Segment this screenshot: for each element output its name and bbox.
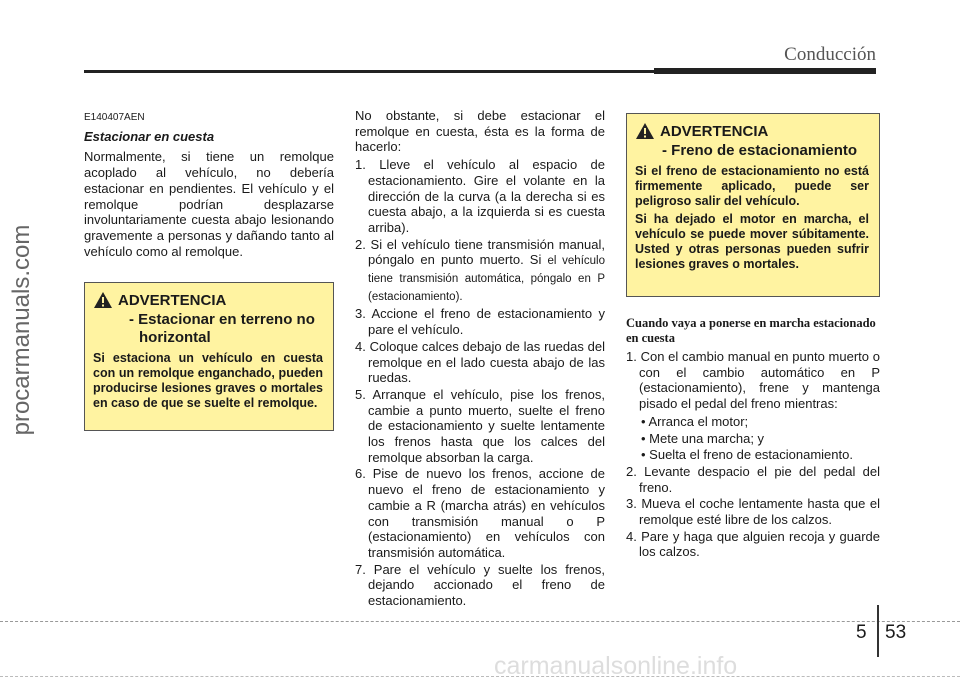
list-item: 3. Accione el freno de estacionamiento y pare el vehículo. xyxy=(355,306,605,338)
side-watermark-text: procarmanuals.com xyxy=(8,224,35,436)
column-2 xyxy=(355,108,605,610)
page-number: 53 xyxy=(885,622,907,643)
section-number: 5 xyxy=(856,622,867,643)
start-steps xyxy=(626,349,880,560)
warning-title: ADVERTENCIA xyxy=(118,291,227,309)
list-item: 7. Pare el vehículo y suelte los frenos, dejando accionado el freno de estacionamiento. xyxy=(355,561,605,609)
bullet-item: • Mete una marcha; y xyxy=(639,431,880,447)
warning-subtitle-line1: - Estacionar en terreno no xyxy=(129,311,315,328)
list-item xyxy=(626,349,880,463)
footer-dashed-rule-bottom xyxy=(0,676,960,677)
step-text: 1. Con el cambio manual en punto muerto o con el cambio automático en P (estacionamiento), frene y mantenga pisado el pedal del freno mientras: xyxy=(626,349,880,412)
intro-paragraph: No obstante, si debe estacionar el remolque en cuesta, ésta es la forma de hacerlo: xyxy=(355,108,605,155)
page-number-separator xyxy=(877,605,879,657)
list-item: 1. Lleve el vehículo al espacio de estacionamiento. Gire el volante en la dirección de la curva (a la derecha si es cuesta abajo, a la izquierda si es cuesta arriba). xyxy=(355,157,605,235)
warning-subtitle-line2: horizontal xyxy=(139,329,211,346)
list-item: 4. Coloque calces debajo de las ruedas del remolque en el lado cuesta abajo de las ruedas. xyxy=(355,338,605,386)
footer-dashed-rule xyxy=(0,621,960,622)
page-header-title: Conducción xyxy=(784,44,876,65)
warning-box-slope xyxy=(84,282,334,431)
bullet-item: • Arranca el motor; xyxy=(639,414,880,430)
parking-steps xyxy=(355,157,605,609)
warning-body-1: Si el freno de estacionamiento no está firmemente aplicado, puede ser peligroso salir del vehículo. xyxy=(635,164,869,208)
warning-subtitle: - Freno de estacionamiento xyxy=(662,142,858,159)
list-item: 3. Mueva el coche lentamente hasta que el remolque esté libre de los calzos. xyxy=(626,496,880,528)
warning-box-parking-brake xyxy=(626,113,880,297)
list-item: 5. Arranque el vehículo, pise los frenos, cambie a punto muerto, suelte el freno de estacionamiento y suelte lentamente los frenos hasta que los calces del remolque absorban la carga. xyxy=(355,386,605,465)
bottom-watermark: carmanualsonline.info xyxy=(494,652,738,680)
section-heading: Cuando vaya a ponerse en marcha estacionado en cuesta xyxy=(626,316,876,345)
list-item: 6. Pise de nuevo los frenos, accione de nuevo el freno de estacionamiento y cambie a R (marcha atrás) en vehículos con transmisión manual o P (estacionamiento) en vehículos con transmisión automática. xyxy=(355,466,605,560)
section-subheading: Estacionar en cuesta xyxy=(84,128,215,144)
bullet-list xyxy=(639,414,880,463)
list-item: 2. Levante despacio el pie del pedal del freno. xyxy=(626,463,880,495)
warning-title: ADVERTENCIA xyxy=(660,122,769,140)
warning-triangle-icon xyxy=(93,291,113,309)
body-paragraph: Normalmente, si tiene un remolque acoplado al vehículo, no debería estacionar en pendientes. El vehículo y el remolque podrían desplazarse involuntariamente cuesta abajo lesionando gravemente a personas y dañando tanto al vehículo como al remolque. xyxy=(84,149,334,259)
column-1 xyxy=(84,108,334,259)
header-bar xyxy=(654,68,876,74)
section-code: E140407AEN xyxy=(84,112,145,123)
warning-body: Si estaciona un vehículo en cuesta con un remolque enganchado, pueden producirse lesiones graves o mortales en caso de que se suelte el remolque. xyxy=(93,351,323,410)
warning-header xyxy=(635,122,869,140)
bullet-item: • Suelta el freno de estacionamiento. xyxy=(639,447,880,463)
side-watermark xyxy=(4,130,40,530)
warning-header xyxy=(93,291,323,309)
step-small-text: el vehículo tiene transmisión automática, póngalo en P (estacionamiento). xyxy=(368,255,605,303)
warning-body-2: Si ha dejado el motor en marcha, el vehículo se puede mover súbitamente. Usted y otras personas pueden sufrir lesiones graves o mortales. xyxy=(635,212,869,271)
list-item xyxy=(355,237,605,306)
warning-subtitle xyxy=(93,311,323,347)
list-item: 4. Pare y haga que alguien recoja y guarde los calzos. xyxy=(626,528,880,560)
step-text: 2. Si el vehículo tiene transmisión manual, póngalo en punto muerto. Si xyxy=(355,236,605,268)
warning-triangle-icon xyxy=(635,122,655,140)
column-3 xyxy=(626,316,880,561)
